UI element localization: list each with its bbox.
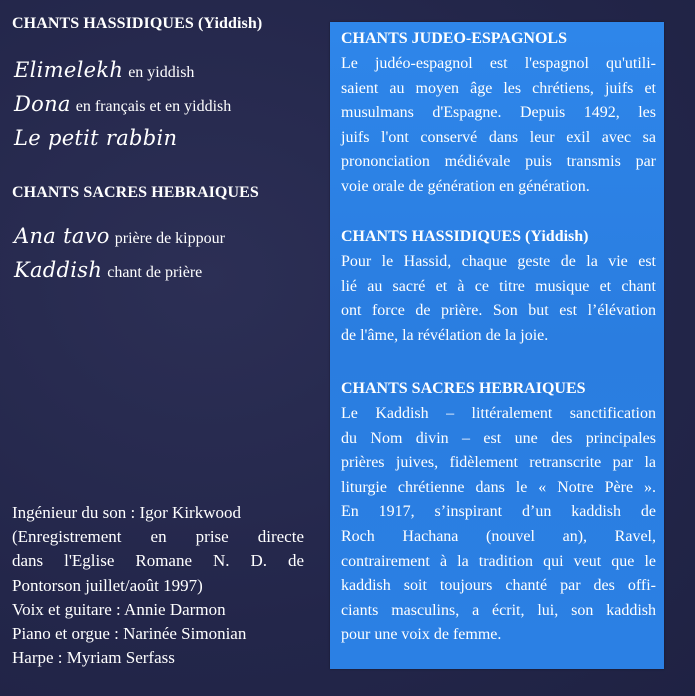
- song-name: Elimelekh: [14, 58, 124, 82]
- block-title: CHANTS JUDEO-ESPAGNOLS: [341, 30, 567, 47]
- text-line: Roch Hachana (nouvel an), Ravel,: [341, 527, 656, 545]
- text-line: pour une voix de femme.: [341, 626, 502, 644]
- text-line: lié au sacré et à ce titre musique et chant: [341, 277, 656, 295]
- credit-line: (Enregistrement en prise directe: [12, 527, 304, 547]
- block-hassidiques: [341, 228, 656, 348]
- text-line: contrairement à la tradition qui veut que le: [341, 552, 656, 570]
- text-line: ont force de prière. Son but est l’élévation: [341, 302, 656, 320]
- text-line: prononciation médiévale puis transmis par: [341, 153, 656, 171]
- song-desc: prière de kippour: [114, 230, 225, 247]
- song-name: Le petit rabbin: [14, 126, 178, 150]
- hebraiques-title: CHANTS SACRES HEBRAIQUES: [12, 184, 259, 201]
- hassidiques-title: CHANTS HASSIDIQUES (Yiddish): [12, 15, 263, 32]
- text-line: kaddish soit toujours chanté par des offi-: [341, 577, 656, 595]
- song-desc: en yiddish: [128, 64, 195, 81]
- block-title: CHANTS HASSIDIQUES (Yiddish): [341, 228, 589, 245]
- text-line: liturgie chrétienne dans le « Notre Père ».: [341, 478, 656, 496]
- song-name: Kaddish: [14, 258, 103, 282]
- credit-line: Voix et guitare : Annie Darmon: [12, 599, 226, 619]
- text-line: En 1917, s’inspirant d’un kaddish de: [341, 503, 656, 521]
- block-text: [341, 52, 656, 200]
- text-line: Pour le Hassid, chaque geste de la vie est: [341, 253, 656, 270]
- text-line: musulmans d'Espagne. Depuis 1492, les: [341, 104, 656, 122]
- song-desc: en français et en yiddish: [75, 98, 232, 115]
- text-line: ciants masculins, a écrit, lui, son kaddish: [341, 601, 656, 619]
- song-kaddish: [14, 258, 202, 282]
- song-elimelekh: [14, 58, 194, 82]
- text-line: du Nom divin – est une des principales: [341, 429, 656, 447]
- credits: [12, 501, 304, 670]
- credit-line: Piano et orgue : Narinée Simonian: [12, 624, 247, 644]
- block-judeo-espagnols: [341, 30, 656, 200]
- text-line: saient au moyen âge les chrétiens, juifs et: [341, 79, 656, 97]
- song-ana-tavo: [14, 224, 225, 248]
- block-sacres-hebraiques: [341, 380, 656, 648]
- text-line: voie orale de génération en génération.: [341, 177, 590, 195]
- text-line: Le Kaddish – littéralement sanctification: [341, 405, 656, 422]
- credit-line: Harpe : Myriam Serfass: [12, 648, 175, 668]
- block-text: [341, 402, 656, 648]
- song-name: Dona: [14, 92, 71, 116]
- credit-line: Ingénieur du son : Igor Kirkwood: [12, 503, 241, 522]
- block-title: CHANTS SACRES HEBRAIQUES: [341, 380, 586, 397]
- credit-line: Pontorson juillet/août 1997): [12, 575, 203, 595]
- song-dona: [14, 92, 231, 116]
- block-text: [341, 250, 656, 348]
- credit-line: dans l'Eglise Romane N. D. de: [12, 551, 304, 571]
- song-name: Ana tavo: [14, 224, 110, 248]
- text-line: de l'âme, la révélation de la joie.: [341, 326, 549, 344]
- song-desc: chant de prière: [107, 264, 203, 281]
- text-line: juifs l'ont conservé dans leur exil avec sa: [341, 128, 656, 146]
- notes-panel: [330, 22, 664, 669]
- text-line: Le judéo-espagnol est l'espagnol qu'utili-: [341, 55, 656, 72]
- song-petit-rabbin: [14, 126, 182, 150]
- text-line: prières juives, fidèlement retranscrite par la: [341, 454, 656, 472]
